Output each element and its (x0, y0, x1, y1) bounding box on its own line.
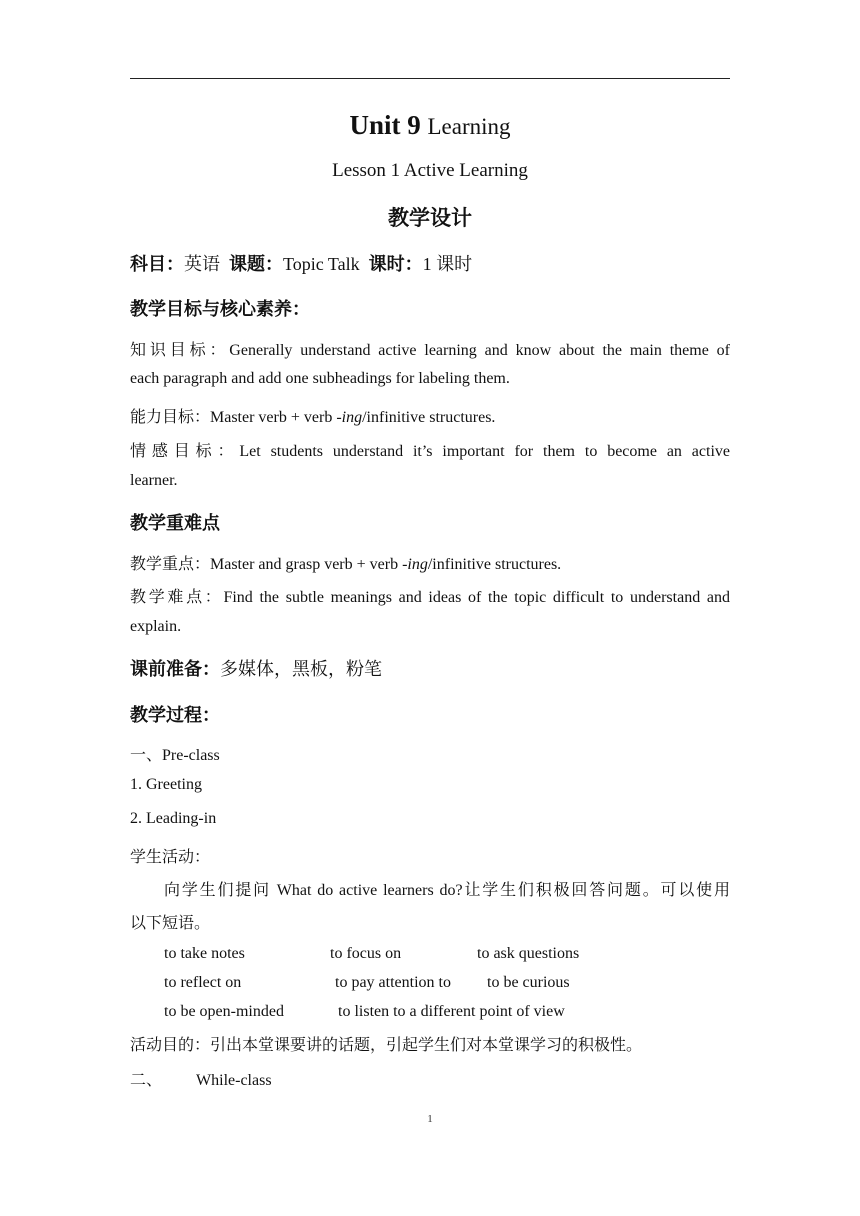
phrase-item: to reflect on (164, 974, 242, 991)
key-point-difficulty-line1: 教学难点：Find the subtle meanings and ideas of the topic difficult to understand and (130, 589, 730, 606)
section-pre-class: 一、Pre-class (130, 747, 220, 764)
phrase-item: to ask questions (477, 945, 580, 962)
design-title: 教学设计 (388, 206, 472, 230)
step-greeting: 1. Greeting (130, 776, 202, 793)
page-number: 1 (427, 1113, 433, 1125)
phrase-item: to listen to a different point of view (338, 1003, 565, 1020)
subject-value: 英语 (184, 254, 220, 274)
topic-value: Topic Talk (283, 254, 360, 274)
preparation-value: 多媒体，黑板，粉笔 (220, 659, 382, 679)
activity-line2: 以下短语。 (130, 915, 211, 932)
phrase-item: to be curious (487, 974, 570, 991)
subject-label: 科目： (130, 254, 184, 274)
process-heading: 教学过程： (130, 705, 220, 725)
emotion-objective-line1: 情感目标：Let students understand it’s important for them to become an active (130, 443, 730, 460)
emotion-objective-line2: learner. (130, 472, 178, 489)
ability-objective: 能力目标：Master verb + verb -ing/infinitive structures. (130, 409, 496, 426)
period-value: 1 课时 (422, 254, 473, 274)
key-point-difficulty-line2: explain. (130, 618, 182, 635)
topic-label: 课题： (229, 254, 283, 274)
header-rule (130, 78, 730, 79)
phrase-item: to be open-minded (164, 1003, 284, 1020)
phrase-item: to take notes (164, 945, 245, 962)
key-point-focus: 教学重点：Master and grasp verb + verb -ing/infinitive structures. (130, 556, 562, 573)
period-label: 课时： (368, 254, 423, 274)
activity-purpose: 活动目的：引出本堂课要讲的话题，引起学生们对本堂课学习的积极性。 (130, 1037, 643, 1054)
activity-line1: 向学生们提问 What do active learners do?让学生们积极回答问题。可以使用 (164, 882, 730, 899)
preparation-line (130, 655, 730, 681)
unit-title (130, 110, 730, 141)
section-while-class (130, 1067, 730, 1090)
knowledge-objective-line2: each paragraph and add one subheadings for labeling them. (130, 370, 510, 387)
phrase-item: to focus on (330, 945, 402, 962)
meta-line (130, 250, 730, 276)
lesson-title: Lesson 1 Active Learning (332, 160, 528, 181)
unit-title-bold: Unit 9 (349, 110, 421, 140)
section2-title: While-class (196, 1072, 272, 1089)
objectives-heading: 教学目标与核心素养： (130, 299, 310, 319)
knowledge-objective-line1: 知识目标：Generally understand active learning and know about the main theme of (130, 342, 730, 359)
unit-title-rest: Learning (427, 114, 511, 139)
phrase-item: to pay attention to (335, 974, 451, 991)
preparation-label: 课前准备： (130, 659, 220, 679)
student-activity-label: 学生活动： (130, 849, 211, 866)
step-leading-in: 2. Leading-in (130, 810, 217, 827)
section2-number: 二、 (130, 1072, 163, 1089)
key-points-heading: 教学重难点 (130, 513, 220, 533)
